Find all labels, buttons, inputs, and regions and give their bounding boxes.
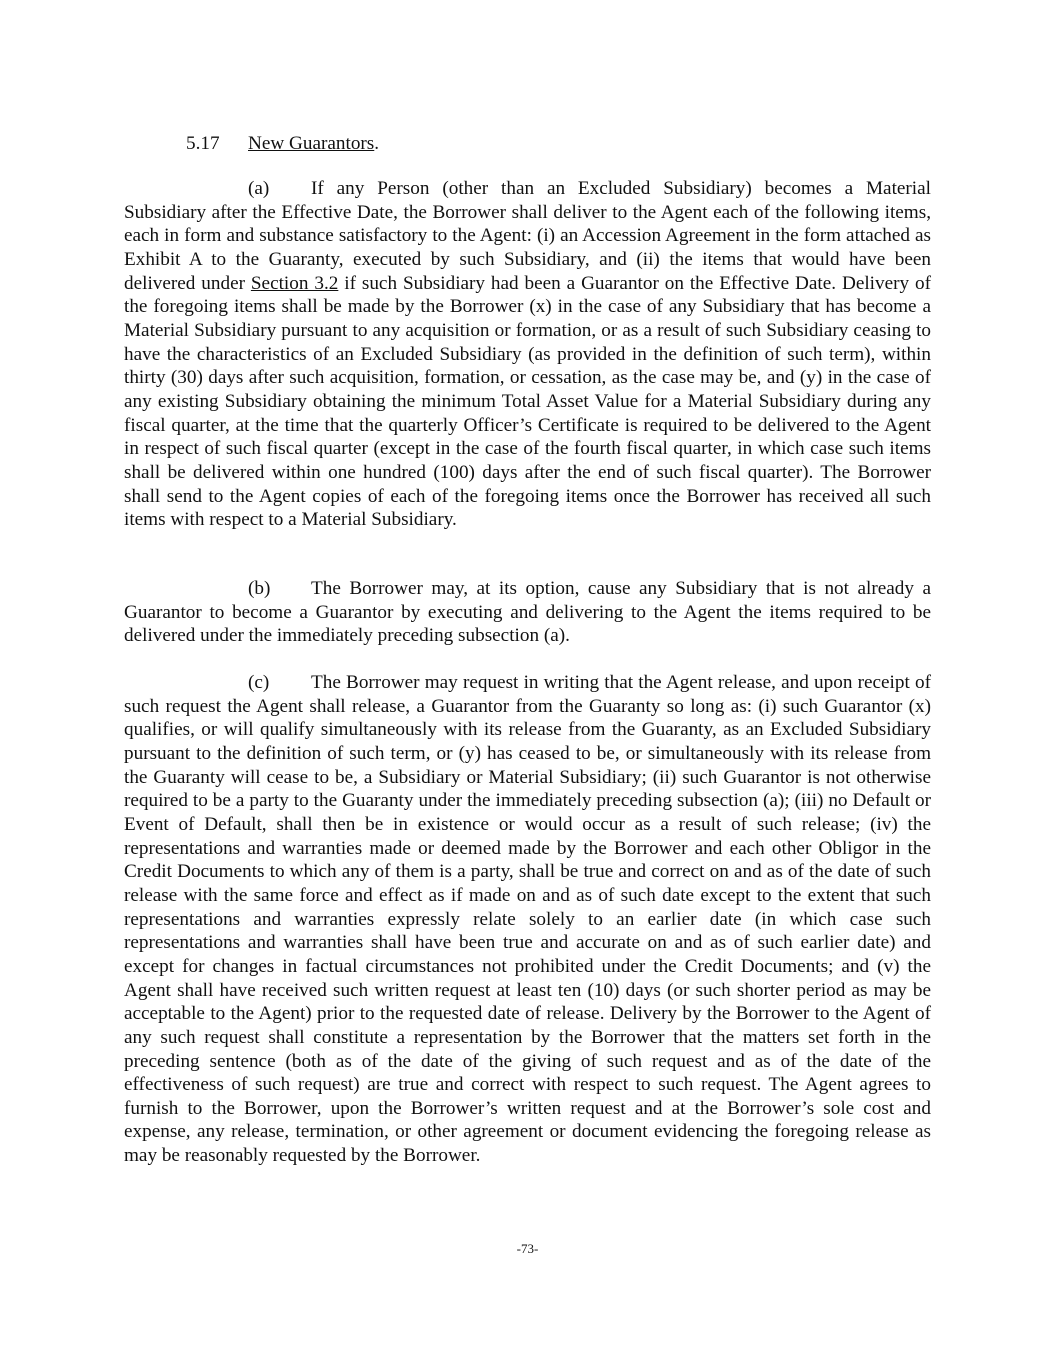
section-heading bbox=[186, 132, 379, 156]
section-title-period: . bbox=[374, 133, 380, 154]
paragraph-b bbox=[124, 577, 931, 648]
paragraph-c-text: The Borrower may request in writing that the Agent release, and upon receipt of such request the Agent shall release, a Guarantor from the Guaranty so long as: (i) such Guarantor (x) qualifies, or will qualify simultaneously with its release from the Guaranty, as an Excluded Subsidiary pursuant to the definition of such term, or (y) has ceased to be, or simultaneously with its release from the Guaranty will cease to be, a Subsidiary or Material Subsidiary; (ii) such Guarantor is not otherwise required to be a party to the Guaranty under the immediately preceding subsection (a); (iii) no Default or Event of Default, shall then be in existence or would occur as a result of such release; (iv) the representations and warranties made or deemed made by the Borrower and each other Obligor in the Credit Documents to which any of them is a party, shall be true and correct on and as of the date of such release with the same force and effect as if made on and as of such date except to the extent that such representations and warranties expressly relate solely to an earlier date (in which case such representations and warranties shall have been true and accurate on and as of such earlier date) and except for changes in factual circumstances not prohibited under the Credit Documents; and (v) the Agent shall have received such written request at least ten (10) days (or such shorter period as may be acceptable to the Agent) prior to the requested date of release. Delivery by the Borrower to the Agent of any such request shall constitute a representation by the Borrower that the matters set forth in the preceding sentence (both as of the date of the giving of such request and as of the date of the effectiveness of such request) are true and correct with respect to such request. The Agent agrees to furnish to the Borrower, upon the Borrower’s written request and at the Borrower’s sole cost and expense, any release, termination, or other agreement or document evidencing the foregoing release as may be reasonably requested by the Borrower. bbox=[124, 672, 931, 1167]
paragraph-c bbox=[124, 671, 931, 1168]
section-number: 5.17 bbox=[186, 133, 220, 154]
paragraph-b-text: The Borrower may, at its option, cause any Subsidiary that is not already a Guarantor to become a Guarantor by executing and delivering to the Agent the items required to be delivered under the immediately preceding subsection (a). bbox=[124, 578, 931, 647]
page-number: -73- bbox=[516, 1241, 539, 1256]
paragraph-a-text-end: if such Subsidiary had been a Guarantor on the Effective Date. Delivery of the foregoing items shall be made by the Borrower (x) in the case of any Subsidiary that has become a Material Subsidiary pursuant to any acquisition or formation, or as a result of such Subsidiary ceasing to have the characteristics of an Excluded Subsidiary (as provided in the definition of such term), within thirty (30) days after such acquisition, formation, or cessation, as the case may be, and (y) in the case of any existing Subsidiary obtaining the minimum Total Asset Value for a Material Subsidiary during any fiscal quarter, at the time that the quarterly Officer’s Certificate is required to be delivered to the Agent in respect of such fiscal quarter (except in the case of the fourth fiscal quarter, in which case such items shall be delivered within one hundred (100) days after the end of such fiscal quarter). The Borrower shall send to the Agent copies of each of the foregoing items once the Borrower has received all such items with respect to a Material Subsidiary. bbox=[124, 272, 931, 531]
paragraph-a-label: (a) bbox=[248, 178, 270, 199]
paragraph-a bbox=[124, 177, 931, 532]
paragraph-b-label: (b) bbox=[248, 578, 271, 599]
section-title: New Guarantors bbox=[248, 133, 375, 154]
section-reference: Section 3.2 bbox=[250, 272, 339, 294]
paragraph-a-text-start: If any Person (other than an Excluded Subsidiary) becomes a Material Subsidiary after the Effective Date, the Borrower shall deliver to the Agent each of the following items, each in form and substance satisfactory to the Agent: (i) an Accession Agreement in the form attached as Exhibit A to the Guaranty, executed by such Subsidiary, and (ii) the items that would have been delivered under bbox=[124, 178, 931, 294]
paragraph-c-label: (c) bbox=[248, 672, 270, 693]
